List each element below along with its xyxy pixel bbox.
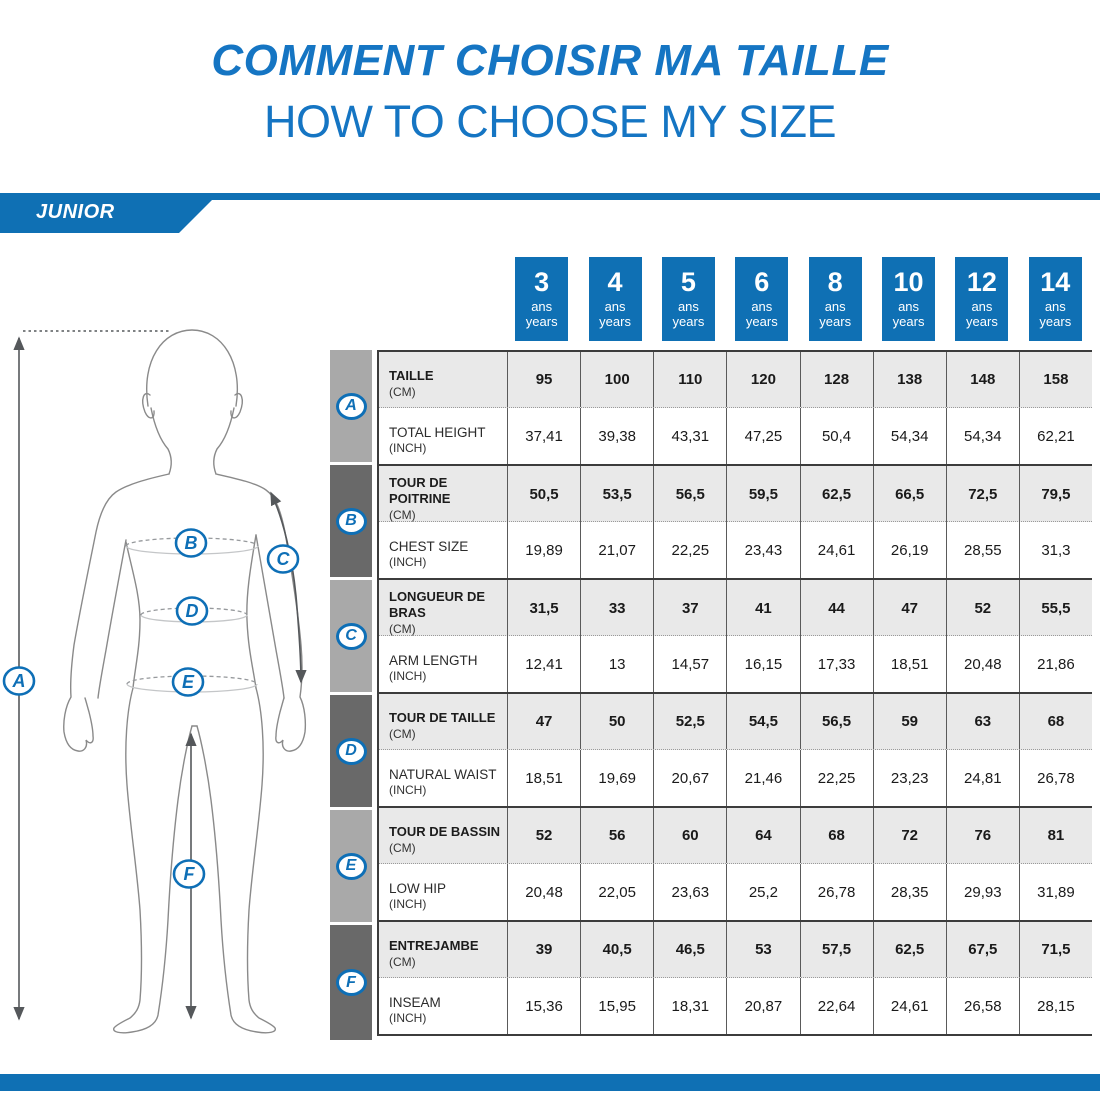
label-unit-inch: (INCH)	[389, 783, 427, 798]
label-unit-cm: (CM)	[389, 840, 416, 855]
row-label-cm	[379, 694, 507, 749]
label-unit-inch: (INCH)	[389, 555, 427, 570]
inch-value-cell: 21,07	[580, 522, 653, 578]
letter-column-cell	[330, 810, 372, 925]
figure-badge-c	[268, 546, 298, 573]
cm-value-cell: 56,5	[653, 466, 726, 523]
inch-value-cell: 24,61	[873, 978, 946, 1034]
table-row-cm	[379, 466, 1092, 522]
inch-value-cell: 23,43	[726, 522, 799, 578]
label-english: NATURAL WAIST	[389, 766, 497, 782]
table-row-inch	[379, 978, 1092, 1034]
inch-value-cell: 19,89	[507, 522, 580, 578]
cm-value-cell: 63	[946, 694, 1019, 749]
inch-value-cell: 26,78	[800, 864, 873, 920]
inch-value-cell: 16,15	[726, 636, 799, 692]
age-unit-en-label: years	[599, 313, 631, 329]
inch-value-cell: 26,58	[946, 978, 1019, 1034]
age-header-box	[882, 257, 935, 341]
figure-badge-d	[177, 598, 207, 625]
svg-text:F: F	[183, 864, 195, 884]
inch-value-cell: 37,41	[507, 408, 580, 464]
age-header-box	[589, 257, 642, 341]
label-french: ENTREJAMBE	[389, 938, 479, 954]
inch-value-cell: 23,23	[873, 750, 946, 806]
age-unit-fr-label: ans	[604, 298, 626, 314]
inch-value-cell: 31,89	[1019, 864, 1092, 920]
cm-value-cell: 37	[653, 580, 726, 637]
cm-value-cell: 81	[1019, 808, 1092, 863]
age-header-box	[955, 257, 1008, 341]
row-label-cm	[379, 922, 507, 977]
inch-value-cell: 20,67	[653, 750, 726, 806]
inch-value-cell: 15,36	[507, 978, 580, 1034]
letter-column	[330, 350, 372, 1042]
age-unit-en-label: years	[819, 313, 852, 329]
letter-column-cell	[330, 465, 372, 580]
table-letter-badge: A	[336, 393, 367, 420]
age-unit-en-label: years	[966, 313, 998, 329]
inch-value-cell: 22,64	[800, 978, 873, 1034]
inch-value-cell: 12,41	[507, 636, 580, 692]
inch-value-cell: 28,35	[873, 864, 946, 920]
table-row-cm	[379, 694, 1092, 750]
age-header-box	[1029, 257, 1082, 341]
inch-value-cell: 21,46	[726, 750, 799, 806]
figure-badge-e	[173, 669, 203, 696]
age-unit-en-label: years	[1039, 313, 1072, 329]
inch-value-cell: 26,19	[873, 522, 946, 578]
age-number-label: 6	[754, 267, 770, 298]
inch-value-cell: 20,87	[726, 978, 799, 1034]
cm-value-cell: 67,5	[946, 922, 1019, 977]
table-section	[379, 806, 1092, 920]
table-letter-badge: E	[336, 853, 367, 880]
age-number-label: 14	[1040, 267, 1071, 298]
table-letter-badge: F	[336, 969, 367, 996]
inch-value-cell: 47,25	[726, 408, 799, 464]
cm-value-cell: 50	[580, 694, 653, 749]
table-section	[379, 692, 1092, 806]
age-number-label: 8	[827, 267, 843, 298]
inch-value-cell: 39,38	[580, 408, 653, 464]
row-label-cm	[379, 352, 507, 407]
inch-value-cell: 18,31	[653, 978, 726, 1034]
inch-value-cell: 20,48	[507, 864, 580, 920]
svg-text:B: B	[184, 533, 198, 553]
label-unit-cm: (CM)	[389, 954, 416, 969]
table-row-cm	[379, 580, 1092, 636]
age-header-box	[735, 257, 788, 341]
inch-value-cell: 20,48	[946, 636, 1019, 692]
cm-value-cell: 56	[580, 808, 653, 863]
age-unit-fr-label: ans	[971, 298, 993, 314]
cm-value-cell: 68	[800, 808, 873, 863]
inch-value-cell: 22,25	[653, 522, 726, 578]
row-label-inch	[379, 408, 507, 464]
label-english: TOTAL HEIGHT	[389, 424, 486, 440]
inch-value-cell: 28,55	[946, 522, 1019, 578]
age-unit-fr-label: ans	[677, 298, 699, 314]
table-section	[379, 920, 1092, 1036]
cm-value-cell: 72	[873, 808, 946, 863]
label-english: CHEST SIZE	[389, 538, 469, 554]
cm-value-cell: 41	[726, 580, 799, 637]
svg-text:E: E	[181, 672, 195, 692]
cm-value-cell: 52	[946, 580, 1019, 637]
measure-arrows	[19, 331, 301, 1019]
table-letter-badge: D	[336, 738, 367, 765]
label-french: LONGUEUR DE BRAS	[389, 589, 486, 621]
bottom-brand-bar	[0, 1074, 1100, 1091]
label-english: INSEAM	[389, 994, 441, 1010]
page-title-french: COMMENT CHOISIR MA TAILLE	[211, 36, 889, 85]
inch-value-cell: 14,57	[653, 636, 726, 692]
cm-value-cell: 47	[873, 580, 946, 637]
cm-value-cell: 52,5	[653, 694, 726, 749]
cm-value-cell: 54,5	[726, 694, 799, 749]
inch-value-cell: 19,69	[580, 750, 653, 806]
inch-value-cell: 25,2	[726, 864, 799, 920]
svg-text:D: D	[185, 601, 199, 621]
inch-value-cell: 26,78	[1019, 750, 1092, 806]
label-english: LOW HIP	[389, 880, 447, 896]
table-row-inch	[379, 522, 1092, 578]
age-unit-en-label: years	[525, 313, 558, 329]
table-letter-badge: C	[336, 623, 367, 650]
age-header-row	[505, 257, 1093, 341]
svg-text:C: C	[276, 549, 290, 569]
age-unit-fr-label: ans	[531, 298, 553, 314]
cm-value-cell: 52	[507, 808, 580, 863]
cm-value-cell: 79,5	[1019, 466, 1092, 523]
row-label-inch	[379, 750, 507, 806]
label-french: TOUR DE POITRINE	[389, 475, 451, 507]
cm-value-cell: 68	[1019, 694, 1092, 749]
age-number-label: 3	[534, 267, 550, 298]
svg-text:A: A	[12, 671, 26, 691]
cm-value-cell: 33	[580, 580, 653, 637]
table-row-cm	[379, 352, 1092, 408]
cm-value-cell: 59	[873, 694, 946, 749]
cm-value-cell: 138	[873, 352, 946, 407]
table-section	[379, 464, 1092, 578]
inch-value-cell: 23,63	[653, 864, 726, 920]
table-row-inch	[379, 636, 1092, 692]
age-number-label: 4	[607, 267, 623, 298]
cm-value-cell: 60	[653, 808, 726, 863]
table-section	[379, 578, 1092, 692]
label-unit-cm: (CM)	[389, 384, 416, 399]
table-section	[379, 350, 1092, 464]
age-unit-fr-label: ans	[751, 298, 773, 314]
age-number-label: 5	[680, 267, 696, 298]
cm-value-cell: 31,5	[507, 580, 580, 637]
cm-value-cell: 57,5	[800, 922, 873, 977]
age-unit-fr-label: ans	[1044, 298, 1066, 314]
cm-value-cell: 62,5	[873, 922, 946, 977]
label-unit-cm: (CM)	[389, 726, 416, 741]
label-unit-inch: (INCH)	[389, 669, 427, 684]
age-number-label: 10	[893, 267, 924, 298]
inch-value-cell: 31,3	[1019, 522, 1092, 578]
cm-value-cell: 100	[580, 352, 653, 407]
cm-value-cell: 148	[946, 352, 1019, 407]
letter-column-cell	[330, 350, 372, 465]
cm-value-cell: 95	[507, 352, 580, 407]
letter-column-cell	[330, 695, 372, 810]
label-unit-inch: (INCH)	[389, 441, 427, 456]
cm-value-cell: 59,5	[726, 466, 799, 523]
cm-value-cell: 110	[653, 352, 726, 407]
cm-value-cell: 55,5	[1019, 580, 1092, 637]
table-row-inch	[379, 408, 1092, 464]
cm-value-cell: 158	[1019, 352, 1092, 407]
label-french: TOUR DE TAILLE	[389, 710, 496, 726]
cm-value-cell: 120	[726, 352, 799, 407]
cm-value-cell: 64	[726, 808, 799, 863]
age-header-box	[662, 257, 715, 341]
row-label-cm	[379, 580, 507, 637]
label-french: TAILLE	[389, 368, 434, 384]
age-unit-en-label: years	[892, 313, 925, 329]
age-unit-en-label: years	[745, 313, 778, 329]
age-unit-en-label: years	[672, 313, 705, 329]
inch-value-cell: 62,21	[1019, 408, 1092, 464]
cm-value-cell: 46,5	[653, 922, 726, 977]
age-header-box	[809, 257, 862, 341]
age-header-box	[515, 257, 568, 341]
cm-value-cell: 62,5	[800, 466, 873, 523]
age-unit-fr-label: ans	[824, 298, 846, 314]
label-unit-inch: (INCH)	[389, 897, 427, 912]
inch-value-cell: 54,34	[946, 408, 1019, 464]
table-row-inch	[379, 750, 1092, 806]
cm-value-cell: 40,5	[580, 922, 653, 977]
cm-value-cell: 44	[800, 580, 873, 637]
inch-value-cell: 22,25	[800, 750, 873, 806]
inch-value-cell: 15,95	[580, 978, 653, 1034]
cm-value-cell: 76	[946, 808, 1019, 863]
row-label-inch	[379, 636, 507, 692]
letter-column-cell	[330, 925, 372, 1040]
inch-value-cell: 24,61	[800, 522, 873, 578]
inch-value-cell: 18,51	[873, 636, 946, 692]
category-label: JUNIOR	[36, 201, 115, 223]
figure-letter-badges	[4, 530, 298, 888]
inch-value-cell: 54,34	[873, 408, 946, 464]
figure-badge-b	[176, 530, 206, 557]
inch-value-cell: 21,86	[1019, 636, 1092, 692]
inch-value-cell: 18,51	[507, 750, 580, 806]
cm-value-cell: 72,5	[946, 466, 1019, 523]
label-english: ARM LENGTH	[389, 652, 478, 668]
label-french: TOUR DE BASSIN	[389, 824, 500, 840]
cm-value-cell: 66,5	[873, 466, 946, 523]
table-row-cm	[379, 922, 1092, 978]
cm-value-cell: 50,5	[507, 466, 580, 523]
letter-column-cell	[330, 580, 372, 695]
inch-value-cell: 22,05	[580, 864, 653, 920]
cm-value-cell: 39	[507, 922, 580, 977]
arm-length-arrow	[271, 493, 301, 682]
inch-value-cell: 29,93	[946, 864, 1019, 920]
cm-value-cell: 53	[726, 922, 799, 977]
inch-value-cell: 50,4	[800, 408, 873, 464]
label-unit-inch: (INCH)	[389, 1011, 427, 1026]
label-unit-cm: (CM)	[389, 621, 416, 636]
label-unit-cm: (CM)	[389, 507, 416, 522]
figure-badge-a	[4, 668, 34, 695]
table-row-cm	[379, 808, 1092, 864]
cm-value-cell: 53,5	[580, 466, 653, 523]
figure-badge-f	[174, 861, 204, 888]
table-letter-badge: B	[336, 508, 367, 535]
inch-value-cell: 24,81	[946, 750, 1019, 806]
row-label-inch	[379, 522, 507, 578]
size-table-grid	[377, 350, 1092, 1036]
age-unit-fr-label: ans	[898, 298, 920, 314]
cm-value-cell: 47	[507, 694, 580, 749]
inch-value-cell: 28,15	[1019, 978, 1092, 1034]
cm-value-cell: 128	[800, 352, 873, 407]
page-title-english: HOW TO CHOOSE MY SIZE	[263, 96, 837, 147]
inch-value-cell: 13	[580, 636, 653, 692]
cm-value-cell: 56,5	[800, 694, 873, 749]
inch-value-cell: 17,33	[800, 636, 873, 692]
cm-value-cell: 71,5	[1019, 922, 1092, 977]
table-row-inch	[379, 864, 1092, 920]
inch-value-cell: 43,31	[653, 408, 726, 464]
row-label-inch	[379, 978, 507, 1034]
age-number-label: 12	[966, 267, 997, 298]
row-label-cm	[379, 808, 507, 863]
row-label-inch	[379, 864, 507, 920]
row-label-cm	[379, 466, 507, 523]
